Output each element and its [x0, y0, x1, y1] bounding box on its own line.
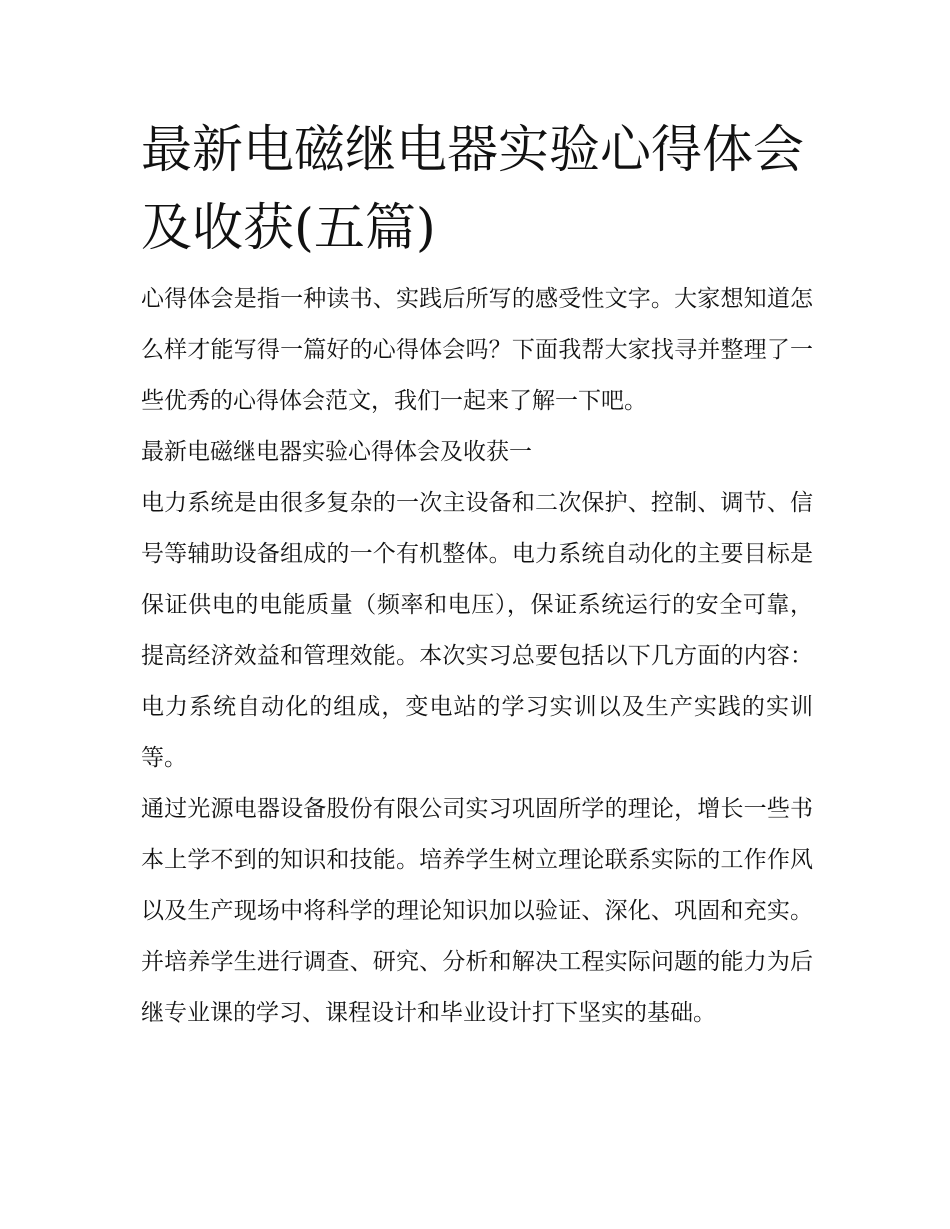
document-title: 最新电磁继电器实验心得体会及收获(五篇)	[141, 121, 805, 258]
body-paragraph: 电力系统是由很多复杂的一次主设备和二次保护、控制、调节、信号等辅助设备组成的一个有机整体。电力系统自动化的主要目标是保证供电的电能质量（频率和电压），保证系统运行的安全可靠，提高经济效益和管理效能。本次实习总要包括以下几方面的内容：电力系统自动化的组成，变电站的学习实训以及生产实践的实训等。	[141, 490, 813, 771]
document-body	[141, 274, 813, 1039]
body-paragraph: 通过光源电器设备股份有限公司实习巩固所学的理论，增长一些书本上学不到的知识和技能。培养学生树立理论联系实际的工作作风以及生产现场中将科学的理论知识加以验证、深化、巩固和充实。并培养学生进行调查、研究、分析和解决工程实际问题的能力为后继专业课的学习、课程设计和毕业设计打下坚实的基础。	[141, 796, 813, 1026]
intro-paragraph: 心得体会是指一种读书、实践后所写的感受性文字。大家想知道怎么样才能写得一篇好的心得体会吗？下面我帮大家找寻并整理了一些优秀的心得体会范文，我们一起来了解一下吧。	[141, 286, 813, 414]
document-content	[141, 112, 813, 1039]
section-heading: 最新电磁继电器实验心得体会及收获一	[141, 439, 532, 465]
